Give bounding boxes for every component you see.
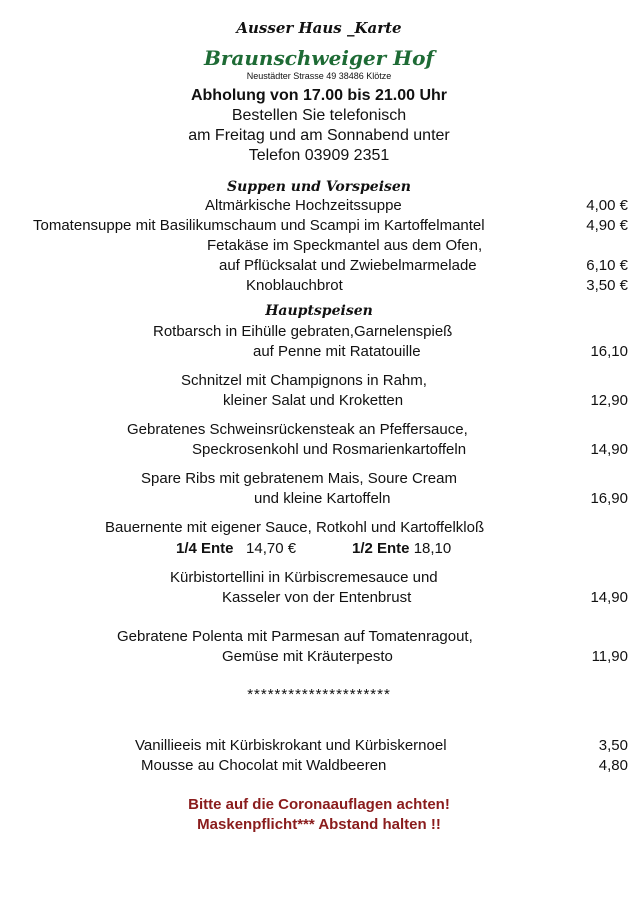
menu-item-text: Fetakäse im Speckmantel aus dem Ofen, (207, 237, 483, 254)
menu-item-price: 3,50 € (586, 277, 628, 294)
menu-item-text: Speckrosenkohl und Rosmarienkartoffeln (192, 441, 467, 458)
menu-item-text: Gemüse mit Kräuterpesto (222, 648, 393, 665)
duck-quarter (176, 540, 296, 558)
menu-item-price: 14,90 (590, 441, 628, 458)
menu-item-price: 11,90 (591, 648, 628, 665)
menu-item-text: Gebratenes Schweinsrückensteak an Pfeffersauce, (127, 421, 468, 438)
menu-item-text: und kleine Kartoffeln (254, 490, 391, 507)
menu-item-text: Tomatensuppe mit Basilikumschaum und Scampi im Kartoffelmantel (33, 217, 485, 234)
section-title-mains: Hauptspeisen (265, 303, 373, 319)
menu-item-price: 16,10 (590, 343, 628, 360)
menu-item-price: 12,90 (590, 392, 628, 409)
section-title-soups: Suppen und Vorspeisen (226, 179, 411, 195)
menu-item-text: Altmärkische Hochzeitssuppe (205, 197, 402, 214)
menu-item-price: 4,90 € (586, 217, 628, 234)
dessert-item-text: Mousse au Chocolat mit Waldbeeren (141, 757, 387, 774)
menu-item-text: kleiner Salat und Kroketten (223, 392, 404, 409)
menu-title: Ausser Haus _Karte (236, 19, 402, 37)
menu-item-text: Gebratene Polenta mit Parmesan auf Tomatenragout, (117, 628, 473, 645)
menu-item-text: Knoblauchbrot (246, 277, 343, 294)
menu-item-text: Kürbistortellini in Kürbiscremesauce und (170, 569, 438, 586)
duck-quarter-label: 1/4 Ente (176, 540, 234, 557)
menu-item-text: auf Pflücksalat und Zwiebelmarmelade (219, 257, 477, 274)
menu-item-price: 16,90 (590, 490, 628, 507)
corona-notice: Bitte auf die Coronaauflagen achten! (188, 796, 450, 813)
address: Neustädter Strasse 49 38486 Klötze (246, 71, 392, 81)
phone-line: Telefon 03909 2351 (248, 147, 390, 164)
menu-item-text: Spare Ribs mit gebratenem Mais, Soure Cream (141, 470, 457, 487)
menu-item-price: 4,00 € (586, 197, 628, 214)
duck-half-price: 18,10 (413, 540, 452, 557)
menu-item-text: auf Penne mit Ratatouille (253, 343, 421, 360)
restaurant-name: Braunschweiger Hof (203, 46, 435, 70)
order-info-line: Bestellen Sie telefonisch (231, 107, 407, 124)
menu-item-text: Rotbarsch in Eihülle gebraten,Garnelenspieß (153, 323, 453, 340)
dessert-item-price: 4,80 (598, 757, 628, 774)
menu-item-text: Kasseler von der Entenbrust (222, 589, 412, 606)
menu-item-price: 6,10 € (586, 257, 628, 274)
dessert-item-text: Vanillieeis mit Kürbiskrokant und Kürbiskernoel (135, 737, 447, 754)
star-divider: ********************* (247, 686, 391, 703)
duck-quarter-price: 14,70 € (246, 540, 297, 557)
duck-half (352, 540, 451, 558)
dessert-item-price: 3,50 (598, 737, 628, 754)
menu-item-text: Bauernente mit eigener Sauce, Rotkohl und Kartoffelkloß (105, 519, 485, 536)
mask-notice: Maskenpflicht*** Abstand halten !! (197, 816, 441, 833)
menu-item-text: Schnitzel mit Champignons in Rahm, (181, 372, 427, 389)
order-info-line: am Freitag und am Sonnabend unter (188, 127, 450, 144)
menu-item-price: 14,90 (590, 589, 628, 606)
pickup-hours: Abholung von 17.00 bis 21.00 Uhr (190, 87, 448, 104)
duck-half-label: 1/2 Ente (352, 540, 410, 557)
